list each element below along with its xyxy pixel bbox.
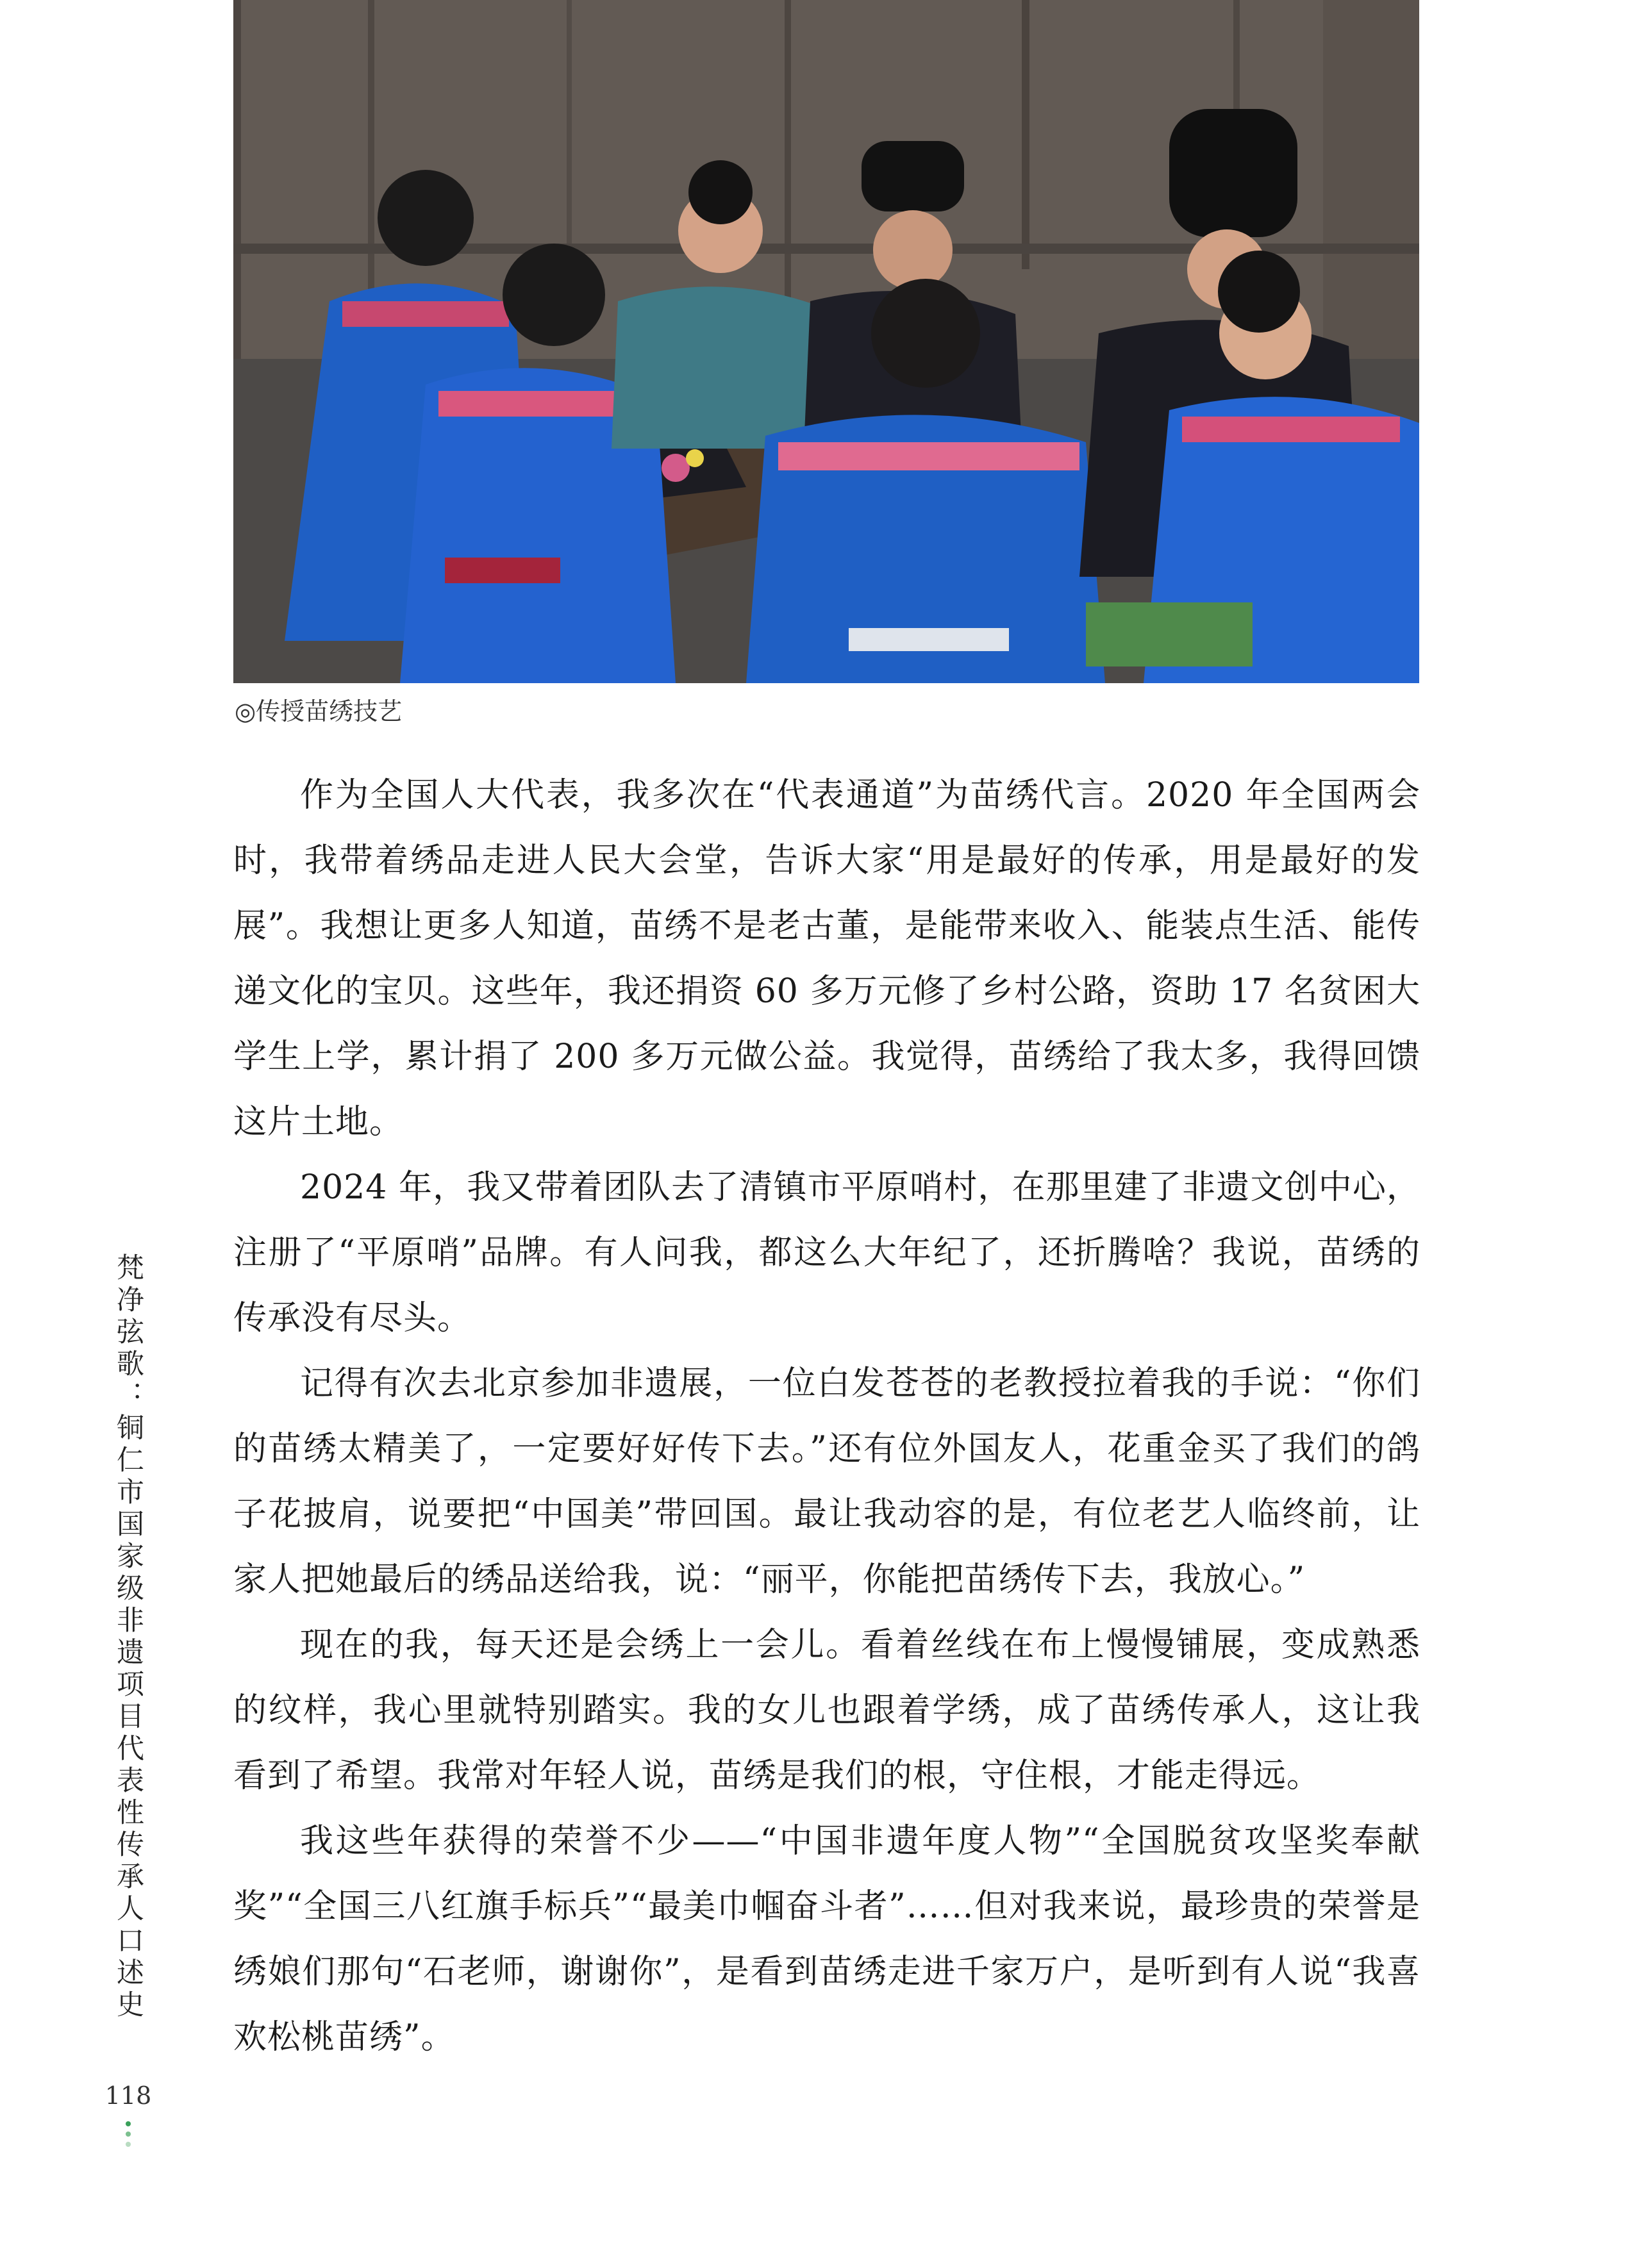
photo-illustration	[233, 0, 1419, 683]
paragraph: 2024 年，我又带着团队去了清镇市平原哨村，在那里建了非遗文创中心，注册了“平原哨”品牌。有人问我，都这么大年纪了，还折腾啥？我说，苗绣的传承没有尽头。	[233, 1168, 1420, 1337]
paragraph: 记得有次去北京参加非遗展，一位白发苍苍的老教授拉着我的手说：“你们的苗绣太精美了，一定要好好传下去。”还有位外国友人，花重金买了我们的鸽子花披肩，说要把“中国美”带回国。最让我动容的是，有位老艺人临终前，让家人把她最后的绣品送给我，说：“丽平，你能把苗绣传下去，我放心。”	[233, 1364, 1420, 1599]
ornament-dot	[126, 2131, 131, 2137]
page-ornament-dots	[122, 2121, 135, 2152]
paragraph: 现在的我，每天还是会绣上一会儿。看着丝线在布上慢慢铺展，变成熟悉的纹样，我心里就特别踏实。我的女儿也跟着学绣，成了苗绣传承人，这让我看到了希望。我常对年轻人说，苗绣是我们的根，守住根，才能走得远。	[233, 1626, 1420, 1795]
article-body	[233, 763, 1420, 2070]
ornament-dot	[126, 2142, 131, 2147]
paragraph: 我这些年获得的荣誉不少——“中国非遗年度人物”“全国脱贫攻坚奖奉献奖”“全国三八红旗手标兵”“最美巾帼奋斗者”……但对我来说，最珍贵的荣誉是绣娘们那句“石老师，谢谢你”，是看到苗绣走进千家万户，是听到有人说“我喜欢松桃苗绣”。	[233, 1822, 1420, 2057]
photo-caption: ◎传授苗绣技艺	[235, 697, 403, 725]
running-book-title: 梵净弦歌：铜仁市国家级非遗项目代表性传承人口述史	[112, 1253, 144, 2022]
ornament-dot	[126, 2121, 131, 2126]
page-number: 118	[104, 2082, 152, 2110]
embroidery-photo	[233, 0, 1419, 683]
paragraph: 作为全国人大代表，我多次在“代表通道”为苗绣代言。2020 年全国两会时，我带着绣品走进人民大会堂，告诉大家“用是最好的传承，用是最好的发展”。我想让更多人知道，苗绣不是老古董，是能带来收入、能装点生活、能传递文化的宝贝。这些年，我还捐资 60 多万元修了乡村公路，资助 17 名贫困大学生上学，累计捐了 200 多万元做公益。我觉得，苗绣给了我太多，我得回馈这片土地。	[233, 776, 1420, 1141]
